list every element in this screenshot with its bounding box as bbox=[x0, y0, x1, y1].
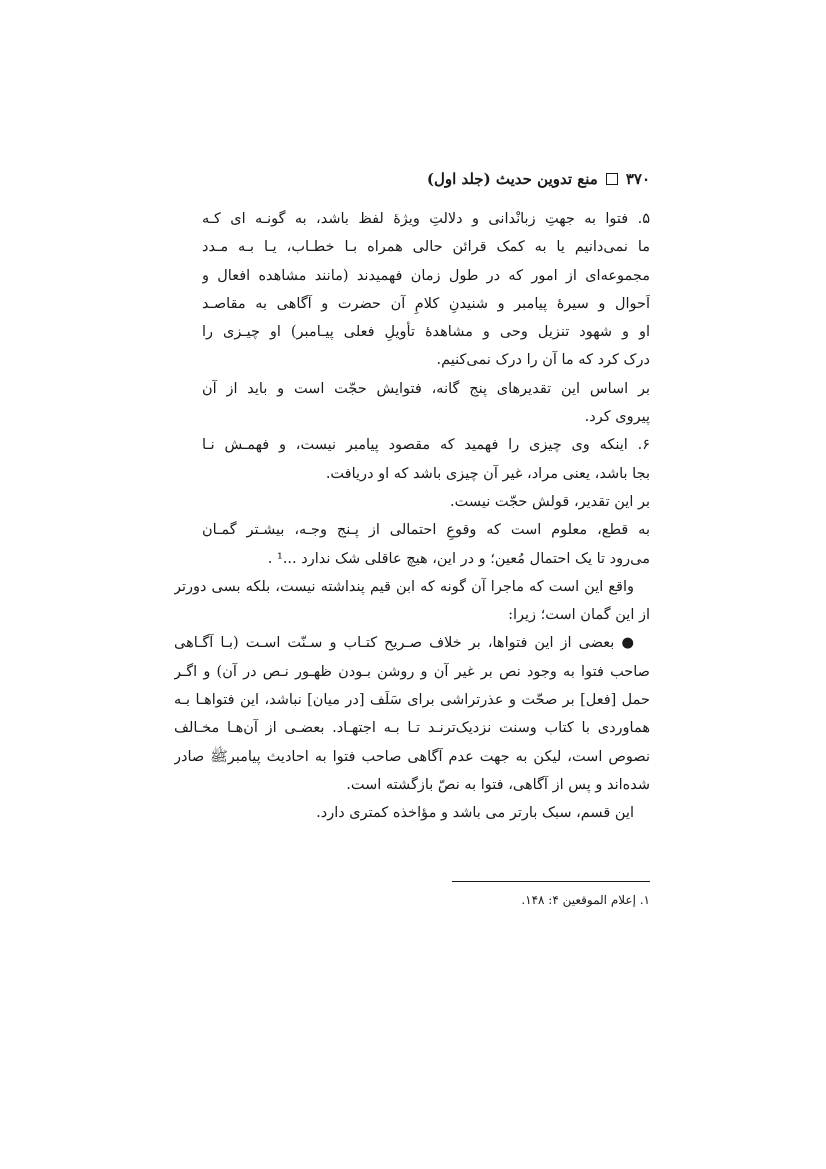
text-line: ۵. فتوا به جهتِ زبانْدانی و دلالتِ ویژهٔ لفظ باشد، به گونـه ای کـه bbox=[202, 211, 650, 227]
text-line: هماوردی با کتاب وسنت نزدیک‌ترنـد تـا بـه اجتهـاد. بعضـی از آن‌هـا مخـالف bbox=[174, 720, 650, 737]
text-line: پیروی کرد. bbox=[584, 409, 650, 426]
page-header bbox=[427, 170, 650, 188]
text-line: این قسم، سبک بارتر می باشد و مؤاخذه کمتری دارد. bbox=[316, 805, 634, 822]
footnote-divider bbox=[452, 881, 650, 882]
text-line: مجموعه‌ای از امور که در طول زمان فهمیدند (مانند مشاهده افعال و bbox=[202, 267, 650, 284]
text-line: واقع این است که ماجرا آن گونه که ابن قیم پنداشته نیست، بلکه بسی دورتر bbox=[174, 578, 634, 595]
body-text bbox=[174, 205, 650, 828]
text-line: ما نمی‌دانیم یا به کمک قرائن حالی همراه بـا خطـاب، یـا بـه مـدد bbox=[202, 239, 650, 256]
page-number: ۳۷۰ bbox=[625, 170, 650, 188]
bullet-text-line: ● بعضی از این فتواها، بر خلاف صـریح کتـاب و سـنّت اسـت (بـا آگـاهی bbox=[174, 635, 634, 652]
text-line: شده‌اند و پس از آگاهی، فتوا به نصّ بازگشته است. bbox=[346, 776, 650, 793]
text-line: بر اساس این تقدیرهای پنج گانه، فتوایش حجّت است و باید از آن bbox=[202, 380, 650, 397]
text-line: نصوص است، لیکن به جهت عدم آگاهی صاحب فتوا به احادیث پیامبرﷺ صادر bbox=[174, 748, 650, 765]
text-line: به قطع، معلوم است که وقوعِ احتمالی از پـنج وجـه، بیشـتر گمـان bbox=[202, 522, 650, 539]
text-line: حمل [فعل] بر صحّت و عذرتراشی برای سَلَف [در میان] نباشد، این فتواهـا بـه bbox=[174, 692, 650, 709]
footnote: ۱. إعلام الموقعین ۴: ۱۴۸. bbox=[521, 893, 650, 907]
text-line: بر این تقدیر، قولش حجّت نیست. bbox=[450, 493, 650, 510]
text-line: بجا باشد، یعنی مراد، غیر آن چیزی باشد که او دریافت. bbox=[325, 465, 650, 482]
text-line: درک کرد که ما آن را درک نمی‌کنیم. bbox=[436, 352, 650, 369]
text-line: ۶. اینکه وی چیزی را فهمید که مقصود پیامبر نیست، و فهمـش نـا bbox=[202, 437, 650, 454]
running-title: منع تدوین حدیث (جلد اول) bbox=[426, 170, 598, 188]
text-line: اَحوال و سیرهٔ پیامبر و شنیدنِ کلامِ آن حضرت و آگاهی به مقاصـد bbox=[202, 295, 650, 312]
text-line: می‌رود تا یک احتمال مُعین؛ و در این، هیچ عاقلی شک ندارد ...¹ . bbox=[267, 550, 650, 567]
text-line: او و شهود تنزیل وحی و مشاهدهٔ تأویلِ فعلی پیـامبر) او چیـزی را bbox=[202, 324, 650, 341]
square-bullet-icon bbox=[606, 173, 618, 185]
text-line: صاحب فتوا به وجود نص بر غیر آن و روشن بـودن ظهـور نـص در آن) و اگـر bbox=[174, 663, 650, 680]
text-line: از این گمان است؛ زیرا: bbox=[508, 607, 650, 624]
